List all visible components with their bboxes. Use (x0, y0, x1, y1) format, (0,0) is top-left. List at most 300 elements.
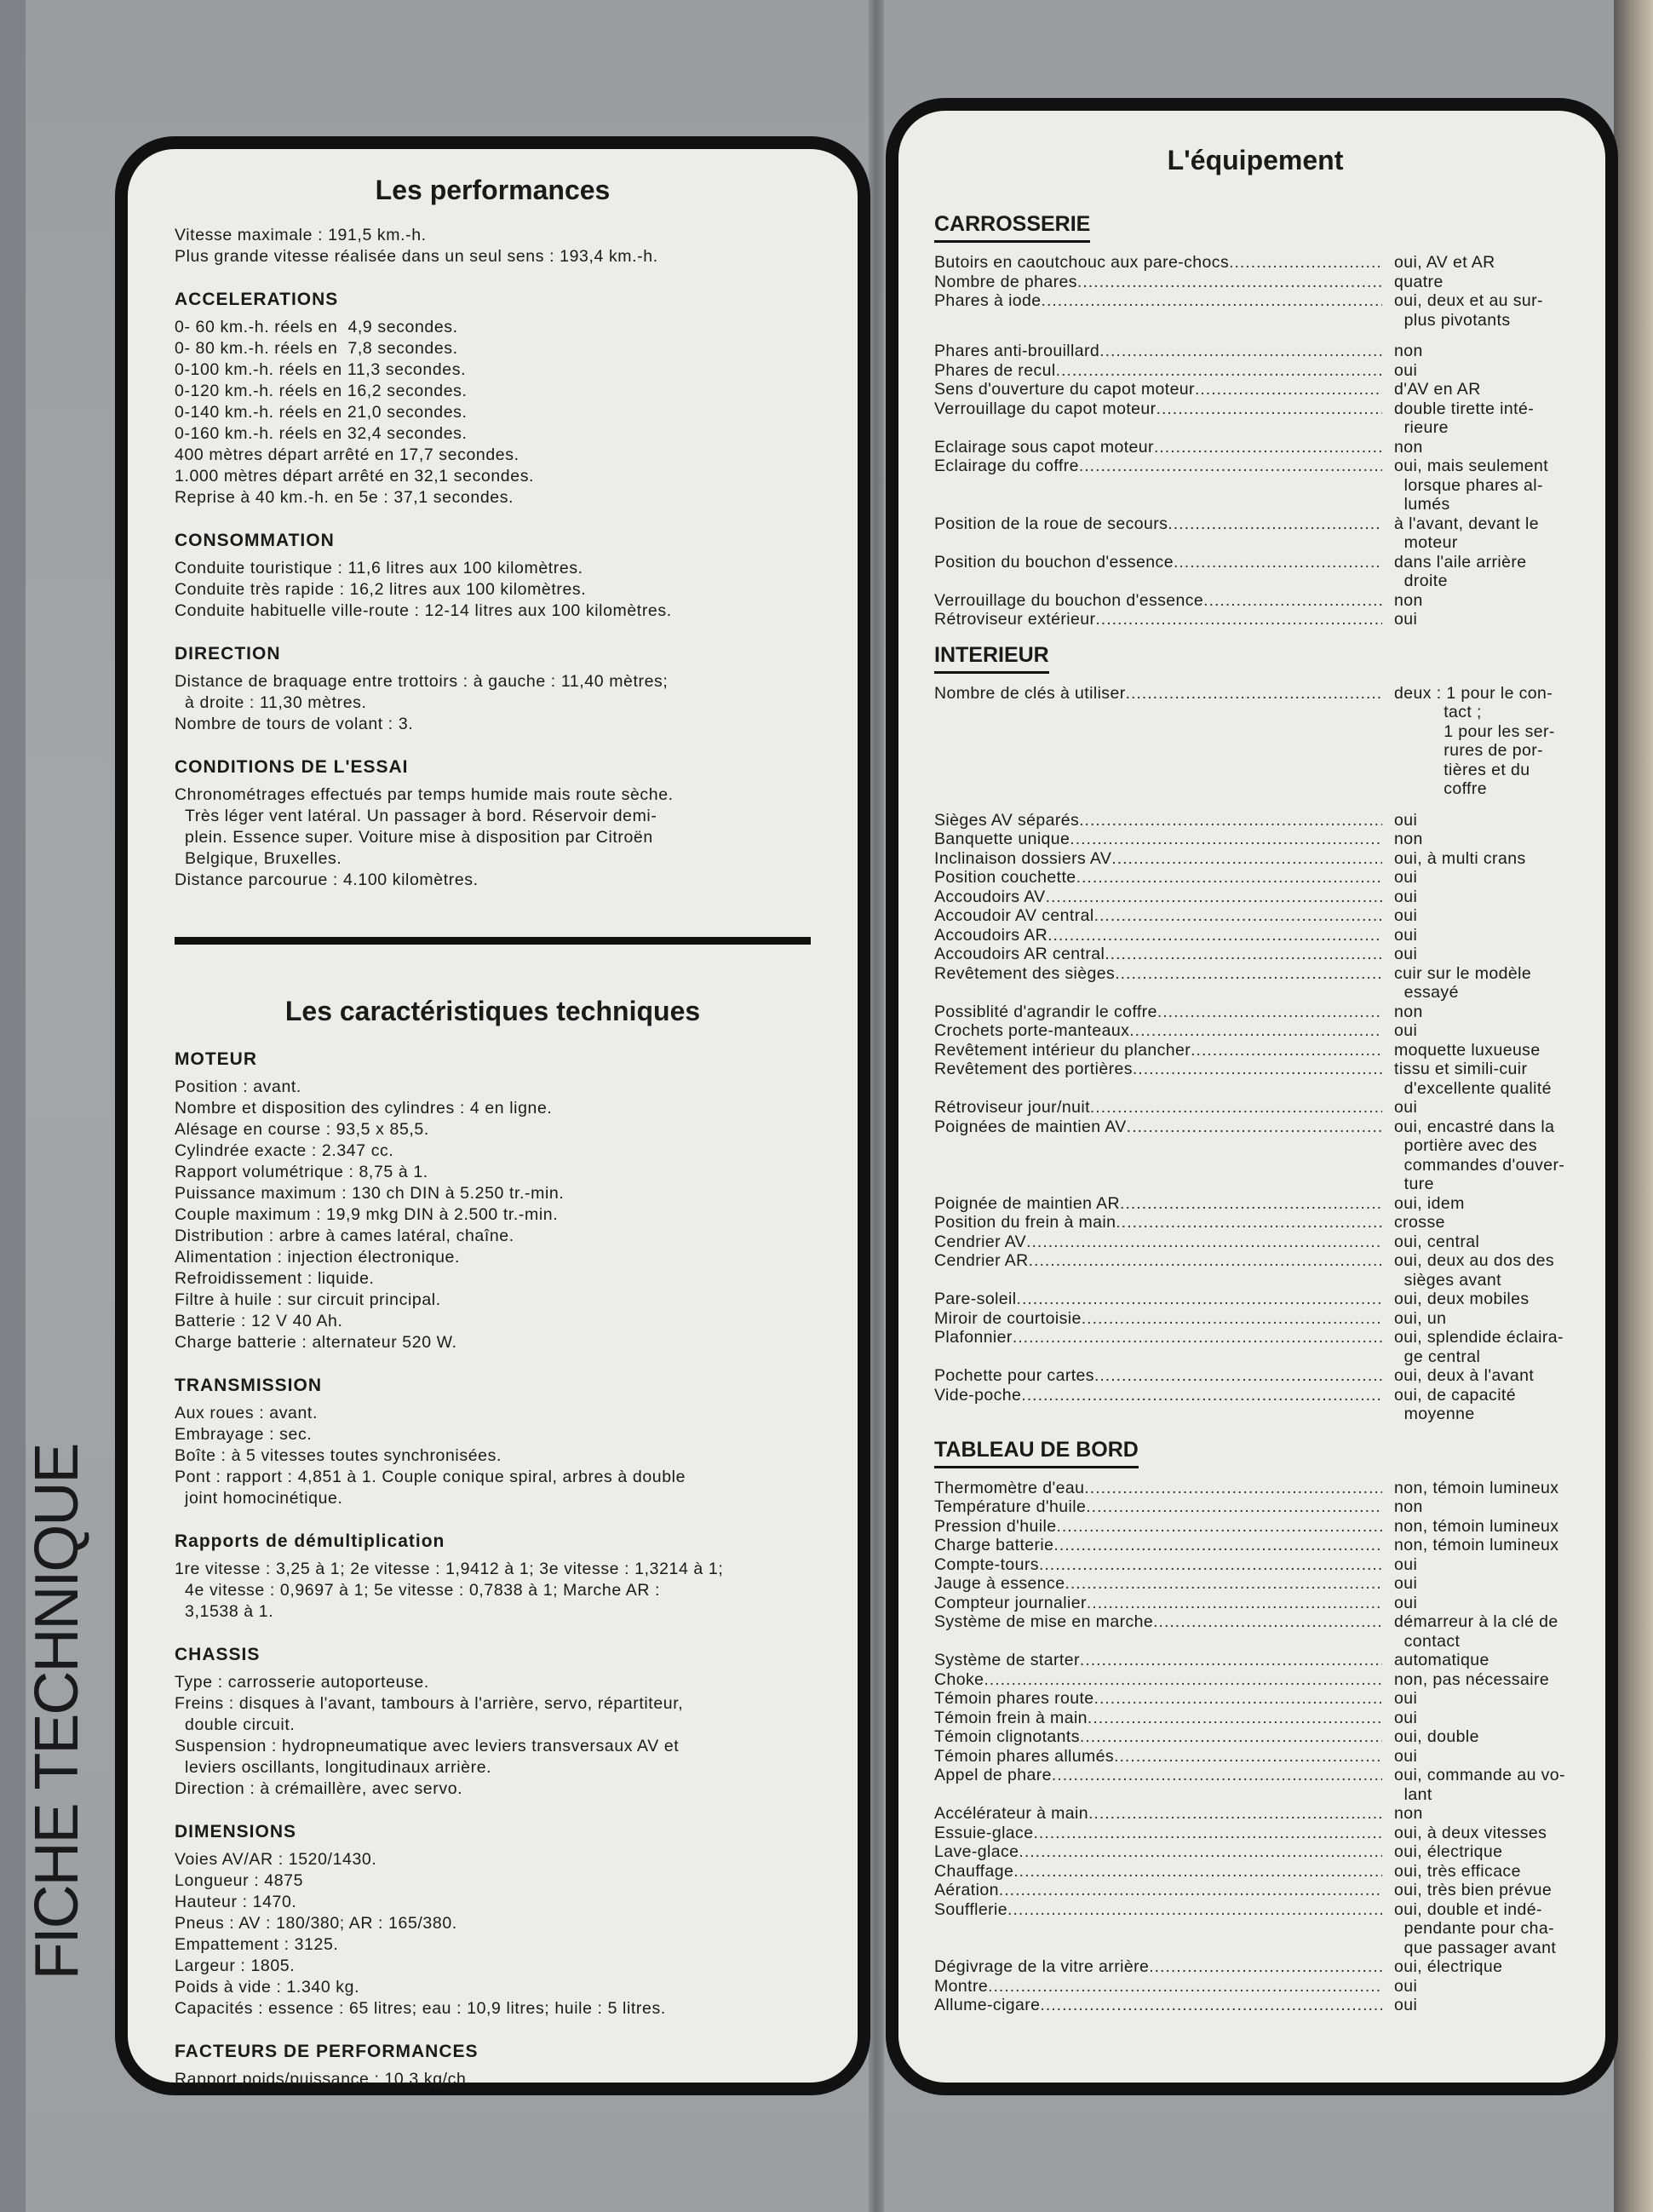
equipement-value: oui, mais seulement lorsque phares al- lumés (1394, 457, 1549, 514)
spec-line: Longueur : 4875 (175, 1871, 304, 1890)
equipement-label-text: Jauge à essence (934, 1574, 1065, 1593)
equipement-label (922, 906, 1382, 926)
equipement-row (922, 1651, 1588, 1670)
dot-leader (1070, 830, 1382, 849)
equipement-value: double tirette inté- rieure (1394, 399, 1535, 437)
dot-leader (1029, 1251, 1382, 1271)
performances-title: Les performances (375, 175, 611, 205)
performances-intro (175, 225, 811, 267)
equipement-row (922, 1727, 1588, 1747)
dot-leader (1116, 1213, 1382, 1232)
dot-leader (1088, 1709, 1382, 1728)
equipement-row (922, 1594, 1588, 1613)
equipement-row (922, 380, 1588, 399)
equipement-label (922, 888, 1382, 907)
equipement-label-text: Sens d'ouverture du capot moteur (934, 380, 1195, 399)
equipement-label-text: Accélérateur à main (934, 1804, 1089, 1823)
dot-leader (1033, 1824, 1382, 1843)
equipement-label-text: Poignées de maintien AV (934, 1117, 1127, 1136)
dot-leader (1039, 1555, 1382, 1575)
equipement-value: oui (1394, 1574, 1418, 1593)
dot-leader (1077, 273, 1382, 292)
equipement-row (922, 1232, 1588, 1252)
dot-leader (1086, 1497, 1382, 1517)
equipement-value: oui (1394, 906, 1418, 925)
equipement-value: oui (1394, 868, 1418, 887)
equipement-label (922, 1612, 1382, 1632)
equipement-label (922, 868, 1382, 888)
spec-line: Cylindrée exacte : 2.347 cc. (175, 1141, 394, 1160)
equipement-label (922, 399, 1382, 419)
dot-leader (1079, 457, 1382, 476)
equipement-value: oui (1394, 360, 1418, 380)
equipement-label (922, 1517, 1382, 1537)
equipement-label (922, 1290, 1382, 1309)
equipement-row (922, 1479, 1588, 1498)
equipement-label (922, 438, 1382, 457)
spec-line: Couple maximum : 19,9 mkg DIN à 2.500 tr.-min. (175, 1205, 559, 1224)
dot-leader (1007, 1900, 1382, 1920)
equipement-value: tissu et simili-cuir d'excellente qualité (1394, 1060, 1552, 1098)
spec-line: Refroidissement : liquide. (175, 1269, 375, 1288)
equipement-label-text: Dégivrage de la vitre arrière (934, 1957, 1150, 1976)
spec-line: Batterie : 12 V 40 Ah. (175, 1312, 343, 1330)
equipement-label (922, 457, 1382, 476)
equipement-row (922, 1766, 1588, 1804)
equipement-value: oui, très efficace (1394, 1861, 1521, 1881)
spec-line: Type : carrosserie autoporteuse. (175, 1673, 429, 1692)
equipement-value: crosse (1394, 1213, 1445, 1232)
equipement-label (922, 945, 1382, 964)
spec-line: Conduite très rapide : 16,2 litres aux 100 kilomètres. (175, 580, 587, 599)
equipement-group (922, 198, 1588, 629)
spec-line: 1.000 mètres départ arrêté en 32,1 secondes. (175, 467, 535, 485)
spec-line: 400 mètres départ arrêté en 17,7 secondes. (175, 445, 519, 464)
equipement-label-text: Rétroviseur jour/nuit (934, 1098, 1090, 1117)
equipement-value: cuir sur le modèle essayé (1394, 963, 1532, 1002)
dot-leader (1056, 1517, 1382, 1537)
spec-line: 4e vitesse : 0,9697 à 1; 5e vitesse : 0,7838 à 1; Marche AR : (175, 1581, 661, 1600)
equipement-label-text: Pression d'huile (934, 1516, 1057, 1536)
equipement-value: non (1394, 342, 1423, 360)
equipement-label (922, 1670, 1382, 1690)
equipement-label-text: Miroir de courtoisie (934, 1308, 1082, 1328)
dot-leader (1229, 253, 1382, 273)
equipement-label-text: Système de starter (934, 1651, 1080, 1669)
equipement-heading: TABLEAU DE BORD (934, 1438, 1139, 1468)
dot-leader (1084, 1479, 1382, 1498)
dot-leader (1052, 1766, 1382, 1785)
equipement-label (922, 830, 1382, 849)
dot-leader (1174, 553, 1382, 572)
equipement-label-text: Accoudoir AV central (934, 906, 1094, 925)
dot-leader (1191, 1041, 1382, 1060)
dot-leader (1094, 1366, 1382, 1386)
spec-line: Capacités : essence : 65 litres; eau : 10,9 litres; huile : 5 litres. (175, 1999, 666, 2018)
equipement-value: dans l'aile arrière droite (1394, 552, 1527, 590)
equipement-row (922, 399, 1588, 438)
equipement-label-text: Témoin frein à main (934, 1708, 1088, 1727)
equipement-row (922, 1309, 1588, 1329)
dot-leader (1115, 964, 1382, 984)
equipement-label-text: Vide-poche (934, 1385, 1022, 1405)
equipement-value: non, témoin lumineux (1394, 1478, 1559, 1497)
equipement-row (922, 926, 1588, 945)
equipement-value: oui (1394, 887, 1418, 906)
side-label-text: FICHE TECHNIQUE (23, 1444, 91, 1980)
equipement-row (922, 906, 1588, 926)
spec-line: Aux roues : avant. (175, 1404, 318, 1422)
section-heading: TRANSMISSION (175, 1376, 323, 1395)
equipement-row (922, 684, 1588, 799)
equipement-row (922, 1555, 1588, 1575)
spec-line: Pneus : AV : 180/380; AR : 165/380. (175, 1914, 457, 1933)
equipement-value: oui, deux mobiles (1394, 1290, 1530, 1308)
dot-leader (1046, 888, 1382, 907)
equipement-row (922, 1213, 1588, 1232)
equipement-label (922, 1689, 1382, 1709)
section-heading: DIMENSIONS (175, 1822, 297, 1841)
equipement-value: oui, commande au vo- lant (1394, 1766, 1565, 1804)
equipement-value: oui (1394, 945, 1418, 963)
dot-leader (1079, 811, 1382, 830)
equipement-label (922, 1594, 1382, 1613)
spec-line: Vitesse maximale : 191,5 km.-h. (175, 226, 427, 244)
equipement-row (922, 591, 1588, 611)
equipement-label-text: Position couchette (934, 868, 1076, 887)
dot-leader (1080, 1651, 1382, 1670)
equipement-row (922, 1194, 1588, 1214)
equipement-label (922, 1766, 1382, 1785)
performances-section (175, 175, 811, 891)
equipement-row (922, 1003, 1588, 1022)
dot-leader (1053, 1536, 1382, 1555)
equipement-label (922, 1386, 1382, 1405)
spec-line: Distance parcourue : 4.100 kilomètres. (175, 870, 479, 889)
equipement-label-text: Témoin phares allumés (934, 1746, 1115, 1766)
equipement-label-text: Accoudoirs AR (934, 925, 1048, 945)
equipement-label-text: Revêtement intérieur du plancher (934, 1040, 1191, 1060)
spec-line: leviers oscillants, longitudinaux arrière. (175, 1758, 492, 1777)
spec-line: Puissance maximum : 130 ch DIN à 5.250 tr.-min. (175, 1184, 565, 1203)
equipement-value: oui, à multi crans (1394, 848, 1526, 868)
equipement-row (922, 361, 1588, 381)
dot-leader (1099, 342, 1382, 361)
equipement-row (922, 1517, 1588, 1537)
equipement-label-text: Soufflerie (934, 1899, 1008, 1919)
spec-line: Direction : à crémaillère, avec servo. (175, 1779, 463, 1798)
equipement-label (922, 964, 1382, 984)
equipement-row (922, 457, 1588, 514)
equipement-group (922, 1424, 1588, 2015)
spec-line: Voies AV/AR : 1520/1430. (175, 1850, 377, 1869)
dot-leader (1026, 1232, 1382, 1252)
spec-line: 1re vitesse : 3,25 à 1; 2e vitesse : 1,9412 à 1; 3e vitesse : 1,3214 à 1; (175, 1560, 724, 1578)
equipement-value: oui, très bien prévue (1394, 1881, 1553, 1899)
dot-leader (1076, 868, 1382, 888)
equipement-label-text: Témoin clignotants (934, 1727, 1080, 1746)
equipement-value: oui, deux et au sur- plus pivotants (1394, 291, 1543, 330)
equipement-row (922, 1670, 1588, 1690)
dot-leader (1019, 1842, 1382, 1862)
spec-line: Empattement : 3125. (175, 1935, 339, 1954)
spec-line: Boîte : à 5 vitesses toutes synchronisées. (175, 1446, 502, 1465)
equipement-row (922, 253, 1588, 273)
equipement-label (922, 684, 1382, 704)
equipement-row (922, 291, 1588, 330)
dot-leader (984, 1670, 1382, 1690)
equipement-label (922, 1003, 1382, 1022)
equipement-row (922, 1804, 1588, 1824)
equipement-label (922, 1709, 1382, 1728)
equipement-label (922, 1366, 1382, 1386)
equipement-value: oui, AV et AR (1394, 253, 1495, 272)
section-heading: CONSOMMATION (175, 531, 335, 550)
dot-leader (1017, 1290, 1382, 1309)
equipement-row (922, 1977, 1588, 1997)
equipement-label-text: Cendrier AV (934, 1232, 1027, 1251)
equipement-label-text: Position du bouchon d'essence (934, 552, 1174, 572)
equipement-label-text: Essuie-glace (934, 1823, 1034, 1842)
equipement-row (922, 438, 1588, 457)
equipement-heading: INTERIEUR (934, 643, 1049, 674)
equipement-label (922, 1536, 1382, 1555)
equipement-label (922, 1213, 1382, 1232)
equipement-value: oui, central (1394, 1232, 1480, 1251)
equipement-label-text: Phares à iode (934, 291, 1042, 310)
spec-line: Nombre de tours de volant : 3. (175, 715, 414, 733)
equipement-row (922, 811, 1588, 830)
equipement-value: deux : 1 pour le con- tact ; 1 pour les ser- rures de por- tières et du coffre (1394, 683, 1555, 798)
equipement-value: oui (1394, 610, 1418, 629)
spec-line: 0- 80 km.-h. réels en 7,8 secondes. (175, 339, 458, 358)
section-heading: FACTEURS DE PERFORMANCES (175, 2042, 479, 2061)
dot-leader (1114, 1747, 1382, 1767)
dot-leader (1013, 1328, 1382, 1347)
spec-line: Chronométrages effectués par temps humide mais route sèche. (175, 785, 674, 804)
equipement-value: oui (1394, 1708, 1418, 1727)
equipement-value: oui (1394, 810, 1418, 830)
section-heading: MOTEUR (175, 1049, 257, 1069)
equipement-label (922, 1041, 1382, 1060)
equipement-value: oui, un (1394, 1308, 1447, 1328)
equipement-label-text: Chauffage (934, 1861, 1014, 1881)
equipement-label (922, 1747, 1382, 1767)
spec-line: Poids à vide : 1.340 kg. (175, 1978, 360, 1997)
equipement-label (922, 1727, 1382, 1747)
dot-leader (1149, 1957, 1382, 1977)
spec-line: 0- 60 km.-h. réels en 4,9 secondes. (175, 318, 458, 336)
equipement-label-text: Crochets porte-manteaux (934, 1021, 1130, 1040)
equipement-label (922, 553, 1382, 572)
equipement-heading: CARROSSERIE (934, 212, 1090, 243)
equipement-row (922, 1612, 1588, 1651)
equipement-value: non, témoin lumineux (1394, 1536, 1559, 1554)
equipement-label-text: Sièges AV séparés (934, 810, 1080, 830)
equipement-value: à l'avant, devant le moteur (1394, 514, 1539, 552)
equipement-label-text: Température d'huile (934, 1497, 1087, 1516)
side-label (19, 1397, 95, 2027)
equipement-value: oui, deux à l'avant (1394, 1366, 1535, 1385)
spec-line: double circuit. (175, 1715, 296, 1734)
equipement-value: oui (1394, 1554, 1418, 1574)
spec-line: Rapport poids/puissance : 10,3 kg/ch. (175, 2070, 472, 2088)
equipement-value: non, témoin lumineux (1394, 1516, 1559, 1536)
equipement-label (922, 1804, 1382, 1824)
equipement-label-text: Choke (934, 1669, 984, 1689)
dot-leader (1082, 1309, 1382, 1329)
equipement-row (922, 1290, 1588, 1309)
equipement-title: L'équipement (1167, 145, 1344, 175)
equipement-label-text: Thermomètre d'eau (934, 1478, 1085, 1497)
equipement-row (922, 964, 1588, 1003)
spec-line: Position : avant. (175, 1077, 301, 1096)
equipement-label (922, 1021, 1382, 1041)
spec-line: Alésage en course : 93,5 x 85,5. (175, 1120, 429, 1139)
equipement-value: oui, électrique (1394, 1842, 1503, 1861)
equipement-value: non (1394, 437, 1423, 457)
equipement-label-text: Revêtement des sièges (934, 963, 1116, 983)
equipement-label-text: Eclairage sous capot moteur (934, 437, 1154, 457)
equipement-label (922, 1555, 1382, 1575)
equipement-label (922, 1996, 1382, 2015)
equipement-label-text: Appel de phare (934, 1766, 1052, 1784)
equipement-row (922, 830, 1588, 849)
spec-line: 0-160 km.-h. réels en 32,4 secondes. (175, 424, 468, 443)
equipement-label (922, 273, 1382, 292)
equipement-label (922, 1479, 1382, 1498)
equipement-label (922, 361, 1382, 381)
equipement-value: non (1394, 1497, 1423, 1516)
dot-leader (1105, 945, 1382, 964)
equipement-row (922, 868, 1588, 888)
dot-leader (1088, 1804, 1382, 1824)
equipement-value: oui (1394, 1976, 1418, 1996)
equipement-label (922, 291, 1382, 311)
equipement-label-text: Compteur journalier (934, 1593, 1087, 1612)
equipement-label (922, 1232, 1382, 1252)
spec-line: Belgique, Bruxelles. (175, 849, 342, 868)
dot-leader (1129, 1021, 1382, 1041)
dot-leader (1042, 291, 1382, 311)
spec-line: Distance de braquage entre trottoirs : à gauche : 11,40 mètres; (175, 672, 669, 691)
dot-leader (1157, 1003, 1382, 1022)
dot-leader (1021, 1386, 1382, 1405)
equipement-label-text: Compte-tours (934, 1554, 1039, 1574)
dot-leader (1157, 399, 1382, 419)
equipement-row (922, 1996, 1588, 2015)
equipement-value: oui, de capacité moyenne (1394, 1385, 1516, 1423)
equipement-label (922, 1881, 1382, 1900)
equipement-value: non, pas nécessaire (1394, 1669, 1550, 1689)
equipement-label (922, 1251, 1382, 1271)
right-panel (886, 98, 1618, 2095)
equipement-value: non (1394, 590, 1423, 610)
spec-line: Filtre à huile : sur circuit principal. (175, 1290, 441, 1309)
equipement-label (922, 1842, 1382, 1862)
section-heading: ACCELERATIONS (175, 290, 339, 309)
equipement-row (922, 888, 1588, 907)
equipement-row (922, 1328, 1588, 1366)
equipement-label (922, 1497, 1382, 1517)
dot-leader (1087, 1594, 1382, 1613)
equipement-row (922, 1497, 1588, 1517)
equipement-label-text: Cendrier AR (934, 1251, 1029, 1270)
equipement-label (922, 1117, 1382, 1137)
equipement-label (922, 1060, 1382, 1079)
section-heading: CONDITIONS DE L'ESSAI (175, 757, 409, 777)
equipement-label-text: Pochette pour cartes (934, 1366, 1094, 1385)
equipement-label-text: Phares anti-brouillard (934, 342, 1100, 360)
section-heading: Rapports de démultiplication (175, 1531, 445, 1551)
equipement-row (922, 1842, 1588, 1862)
equipement-row (922, 945, 1588, 964)
spec-line: Reprise à 40 km.-h. en 5e : 37,1 secondes. (175, 488, 514, 507)
dot-leader (1013, 1862, 1382, 1882)
dot-leader (1168, 514, 1382, 534)
equipement-value: oui (1394, 1746, 1418, 1766)
equipement-label-text: Position de la roue de secours (934, 514, 1168, 533)
spacer (922, 330, 1588, 342)
dot-leader (1056, 361, 1382, 381)
equipement-label (922, 1957, 1382, 1977)
equipement-row (922, 514, 1588, 553)
equipement-row (922, 1251, 1588, 1290)
equipement-label-text: Phares de recul (934, 360, 1056, 380)
spec-line: Largeur : 1805. (175, 1956, 296, 1975)
equipement-row (922, 1824, 1588, 1843)
equipement-label (922, 591, 1382, 611)
equipement-value: oui, double (1394, 1727, 1479, 1746)
dot-leader (1203, 591, 1382, 611)
spec-line: 3,1538 à 1. (175, 1602, 274, 1621)
equipement-value: oui (1394, 1593, 1418, 1612)
equipement-label-text: Verrouillage du capot moteur (934, 399, 1157, 418)
equipement-row (922, 1041, 1588, 1060)
spec-line: Freins : disques à l'avant, tambours à l'arrière, servo, répartiteur, (175, 1694, 684, 1713)
equipement-label-text: Plafonnier (934, 1328, 1013, 1347)
equipement-label (922, 514, 1382, 534)
dot-leader (1094, 1689, 1382, 1709)
section-divider (175, 937, 811, 945)
dot-leader (1047, 926, 1382, 945)
equipement-label (922, 1900, 1382, 1920)
equipement-value: démarreur à la clé de contact (1394, 1612, 1558, 1651)
equipement-sections (922, 198, 1588, 2015)
equipement-label (922, 1651, 1382, 1670)
spec-line: plein. Essence super. Voiture mise à disposition par Citroën (175, 828, 653, 847)
equipement-value: oui, encastré dans la portière avec des commandes d'ouver- ture (1394, 1117, 1565, 1193)
equipement-label-text: Nombre de clés à utiliser (934, 683, 1126, 703)
equipement-value: oui, double et indé- pendante pour cha- que passager avant (1394, 1899, 1557, 1957)
equipement-label-text: Accoudoirs AV (934, 887, 1046, 906)
equipement-label-text: Accoudoirs AR central (934, 945, 1105, 963)
equipement-label-text: Banquette unique (934, 830, 1070, 848)
caracteristiques-title: Les caractéristiques techniques (284, 996, 701, 1026)
equipement-label-text: Verrouillage du bouchon d'essence (934, 590, 1204, 610)
equipement-row (922, 1900, 1588, 1958)
equipement-label-text: Rétroviseur extérieur (934, 610, 1096, 629)
spec-line: Suspension : hydropneumatique avec leviers transversaux AV et (175, 1737, 680, 1755)
left-panel (115, 136, 870, 2095)
page-gutter (869, 0, 884, 2212)
dot-leader (1095, 610, 1382, 629)
equipement-label (922, 1824, 1382, 1843)
spec-line: Très léger vent latéral. Un passager à bord. Réservoir demi- (175, 807, 657, 825)
equipement-label-text: Revêtement des portières (934, 1060, 1133, 1078)
spec-line: Nombre et disposition des cylindres : 4 en ligne. (175, 1099, 553, 1117)
equipement-label-text: Aération (934, 1881, 999, 1899)
